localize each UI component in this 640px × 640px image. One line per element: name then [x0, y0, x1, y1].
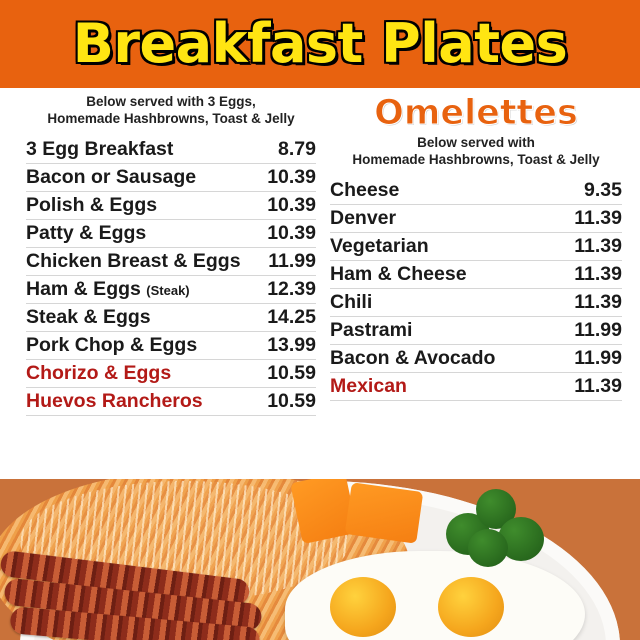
menu-item-price: 10.39: [267, 221, 316, 244]
menu-item-name: Mexican: [330, 374, 407, 397]
menu-item[interactable]: [26, 388, 316, 416]
menu-item-name: Polish & Eggs: [26, 193, 158, 216]
menu-item-price: 10.59: [267, 389, 316, 412]
omelettes-note-line1: Below served with: [417, 135, 535, 150]
menu-item-name: Patty & Eggs: [26, 221, 147, 244]
menu-item-price: 11.39: [574, 234, 622, 257]
menu-item-price: 11.39: [574, 262, 622, 285]
menu-item-price: 11.99: [574, 346, 622, 369]
page-title: Breakfast Plates: [72, 12, 568, 75]
egg-yolk: [330, 577, 396, 637]
menu-item[interactable]: [330, 177, 622, 205]
menu-item-price: 8.79: [278, 137, 316, 160]
menu-item[interactable]: [26, 332, 316, 360]
breakfast-plates-list: [26, 136, 316, 416]
omelettes-column: [330, 94, 622, 401]
menu-item-name: Steak & Eggs: [26, 305, 151, 328]
menu-body: [0, 88, 640, 473]
menu-item-price: 11.39: [574, 374, 622, 397]
menu-item-name: Pork Chop & Eggs: [26, 333, 198, 356]
menu-item-name: Chorizo & Eggs: [26, 361, 172, 384]
menu-item[interactable]: [26, 360, 316, 388]
menu-item-name: Cheese: [330, 178, 400, 201]
menu-item[interactable]: [330, 373, 622, 401]
omelettes-note: [330, 135, 622, 169]
menu-item[interactable]: [26, 192, 316, 220]
broccoli-floret: [468, 529, 508, 567]
menu-item-price: 10.59: [267, 361, 316, 384]
menu-item-qualifier: (Steak): [146, 282, 190, 298]
menu-item-name: Ham & Cheese: [330, 262, 467, 285]
omelettes-note-line2: Homemade Hashbrowns, Toast & Jelly: [352, 151, 600, 167]
menu-item-name-text: Ham & Eggs: [26, 277, 141, 300]
menu-item[interactable]: [26, 220, 316, 248]
menu-item-name: Pastrami: [330, 318, 413, 341]
orange-slice: [345, 482, 424, 544]
breakfast-plate-photo: [0, 473, 640, 640]
menu-item-name: Vegetarian: [330, 234, 429, 257]
breakfast-plates-note: [26, 94, 316, 128]
menu-item[interactable]: [330, 345, 622, 373]
menu-item-name: [26, 278, 190, 301]
menu-item-name: Bacon or Sausage: [26, 165, 197, 188]
omelettes-list: [330, 177, 622, 401]
menu-item-name: Huevos Rancheros: [26, 389, 203, 412]
menu-item-price: 11.39: [574, 290, 622, 313]
menu-item-price: 12.39: [267, 277, 316, 300]
menu-item[interactable]: [26, 248, 316, 276]
menu-item-name: Denver: [330, 206, 397, 229]
menu-item[interactable]: [330, 289, 622, 317]
menu-item[interactable]: [330, 317, 622, 345]
menu-item-price: 10.39: [267, 165, 316, 188]
menu-item-price: 9.35: [584, 178, 622, 201]
header-banner: [0, 0, 640, 88]
menu-item-name: Chili: [330, 290, 373, 313]
menu-item-name: Bacon & Avocado: [330, 346, 496, 369]
menu-item[interactable]: [26, 276, 316, 304]
omelettes-title: Omelettes: [374, 93, 578, 133]
breakfast-plates-column: [26, 94, 316, 416]
menu-item-price: 10.39: [267, 193, 316, 216]
breakfast-plates-note-line2: Homemade Hashbrowns, Toast & Jelly: [47, 110, 295, 126]
menu-item[interactable]: [330, 233, 622, 261]
menu-item[interactable]: [330, 261, 622, 289]
menu-item-price: 13.99: [267, 333, 316, 356]
broccoli-garnish: [440, 483, 550, 575]
menu-item-price: 11.99: [574, 318, 622, 341]
menu-item-name: 3 Egg Breakfast: [26, 137, 174, 160]
menu-item[interactable]: [26, 136, 316, 164]
menu-item-price: 11.39: [574, 206, 622, 229]
menu-item-price: 11.99: [268, 249, 316, 272]
egg-yolk: [438, 577, 504, 637]
menu-item[interactable]: [330, 205, 622, 233]
menu-item-name: Chicken Breast & Eggs: [26, 249, 241, 272]
menu-item[interactable]: [26, 304, 316, 332]
breakfast-plates-note-line1: Below served with 3 Eggs,: [86, 94, 256, 109]
menu-item[interactable]: [26, 164, 316, 192]
photo-top-edge: [0, 473, 640, 479]
menu-item-price: 14.25: [267, 305, 316, 328]
